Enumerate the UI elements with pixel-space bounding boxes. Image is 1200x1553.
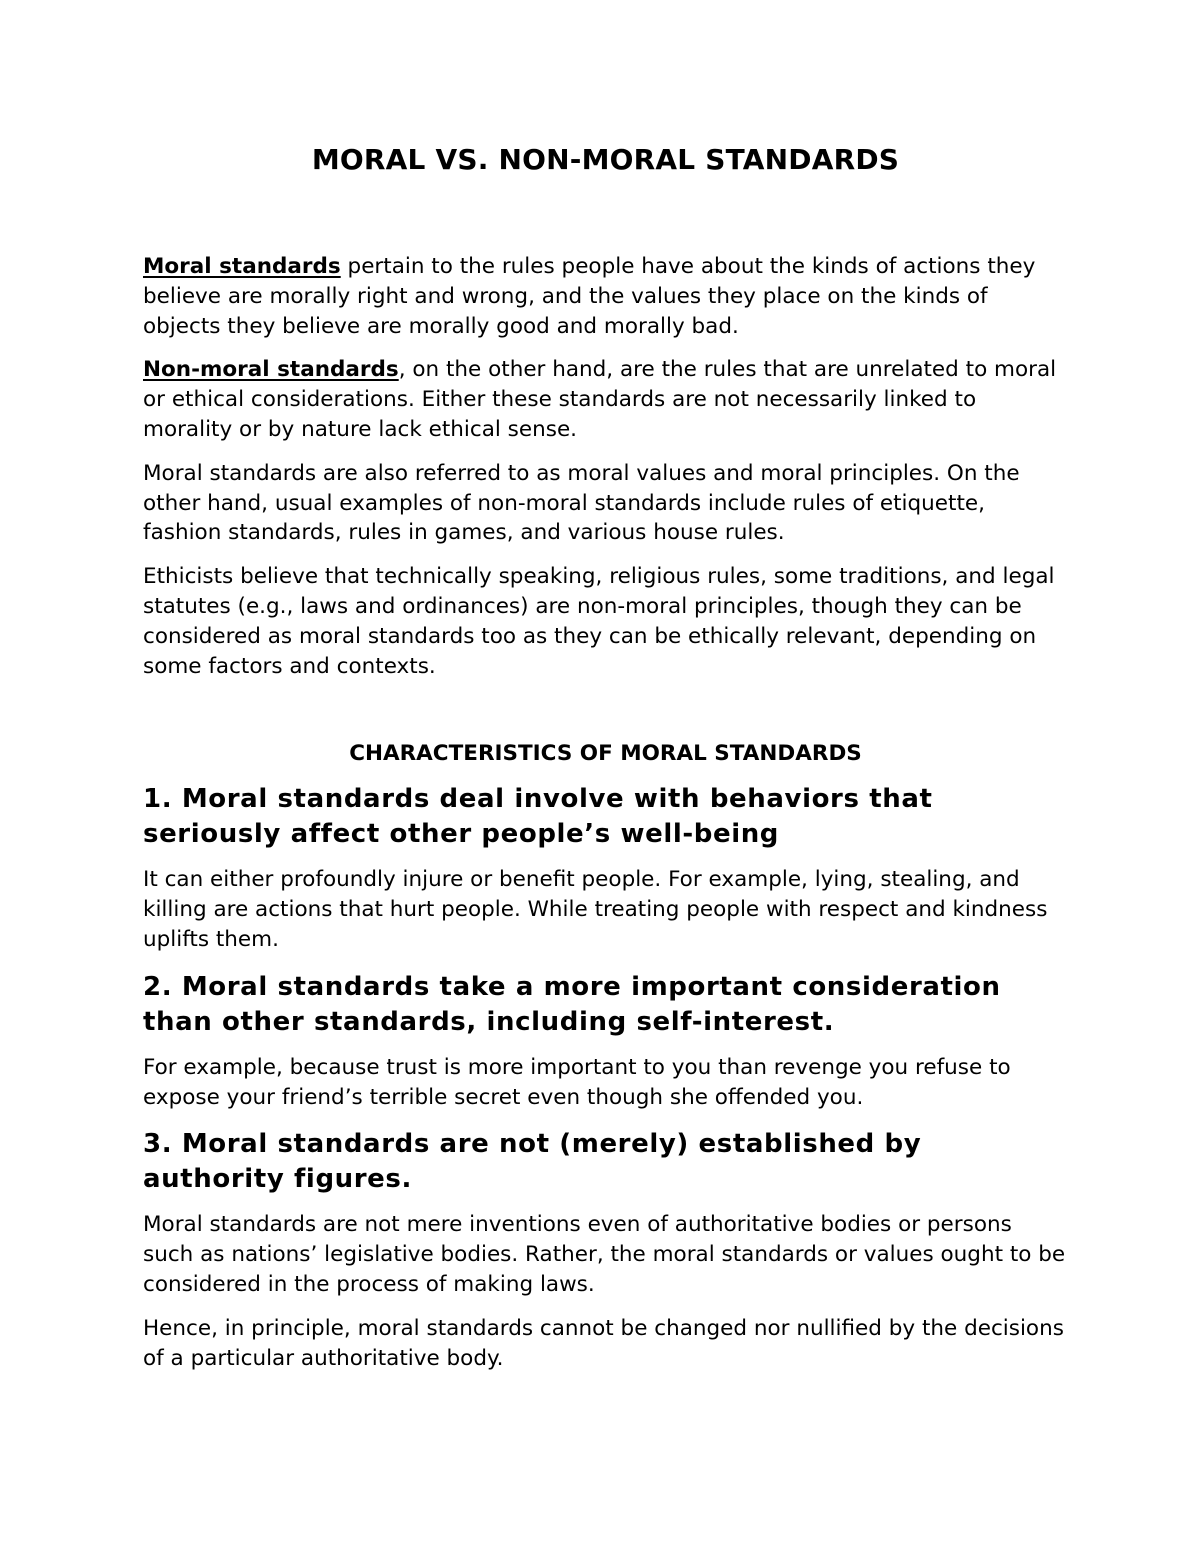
- document-title: MORAL VS. NON-MORAL STANDARDS: [311, 143, 900, 176]
- characteristics-heading: CHARACTERISTICS OF MORAL STANDARDS: [349, 741, 862, 767]
- characteristic-3-paragraph-1: Moral standards are not mere inventions even of authoritative bodies or persons such as nations’ legislative bodies. Rather, the moral standards or values ought to be considered in the process of making laws.: [143, 1212, 1066, 1297]
- intro-paragraph-non-moral: [143, 355, 1068, 444]
- characteristic-1-paragraph: It can either profoundly injure or benefit people. For example, lying, stealing, and killing are actions that hurt people. While treating people with respect and kindness uplifts them.: [143, 867, 1048, 952]
- document-content: [143, 138, 1068, 1373]
- term-moral-standards: Moral standards: [143, 254, 341, 279]
- characteristic-2-heading: 2. Moral standards take a more important consideration than other standards, including self-interest.: [143, 971, 1001, 1037]
- intro-paragraph-moral: [143, 252, 1068, 341]
- intro-text-non-moral: , on the other hand, are the rules that are unrelated to moral or ethical considerations. Either these standards are not necessarily linked to morality or by nature lack ethical sense.: [143, 357, 1057, 442]
- characteristic-3-paragraph-2: Hence, in principle, moral standards cannot be changed nor nullified by the decisions of a particular authoritative body.: [143, 1315, 1064, 1371]
- paragraph-moral-values: Moral standards are also referred to as moral values and moral principles. On the other hand, usual examples of non-moral standards include rules of etiquette, fashion standards, rules in games, and various house rules.: [143, 460, 1020, 546]
- term-non-moral-standards: Non-moral standards: [143, 357, 399, 383]
- intro-text-moral: pertain to the rules people have about the kinds of actions they believe are morally right and wrong, and the values they place on the kinds of objects they believe are morally good and morally bad.: [143, 254, 1036, 339]
- characteristic-3-heading: 3. Moral standards are not (merely) established by authority figures.: [143, 1129, 922, 1195]
- characteristic-1-heading: 1. Moral standards deal involve with behaviors that seriously affect other people’s well-being: [143, 784, 933, 850]
- paragraph-ethicists: Ethicists believe that technically speaking, religious rules, some traditions, and legal statutes (e.g., laws and ordinances) are non-moral principles, though they can be considered as moral standards too as they can be ethically relevant, depending on some factors and contexts.: [143, 564, 1055, 679]
- characteristic-2-paragraph: For example, because trust is more important to you than revenge you refuse to expose your friend’s terrible secret even though she offended you.: [143, 1054, 1011, 1110]
